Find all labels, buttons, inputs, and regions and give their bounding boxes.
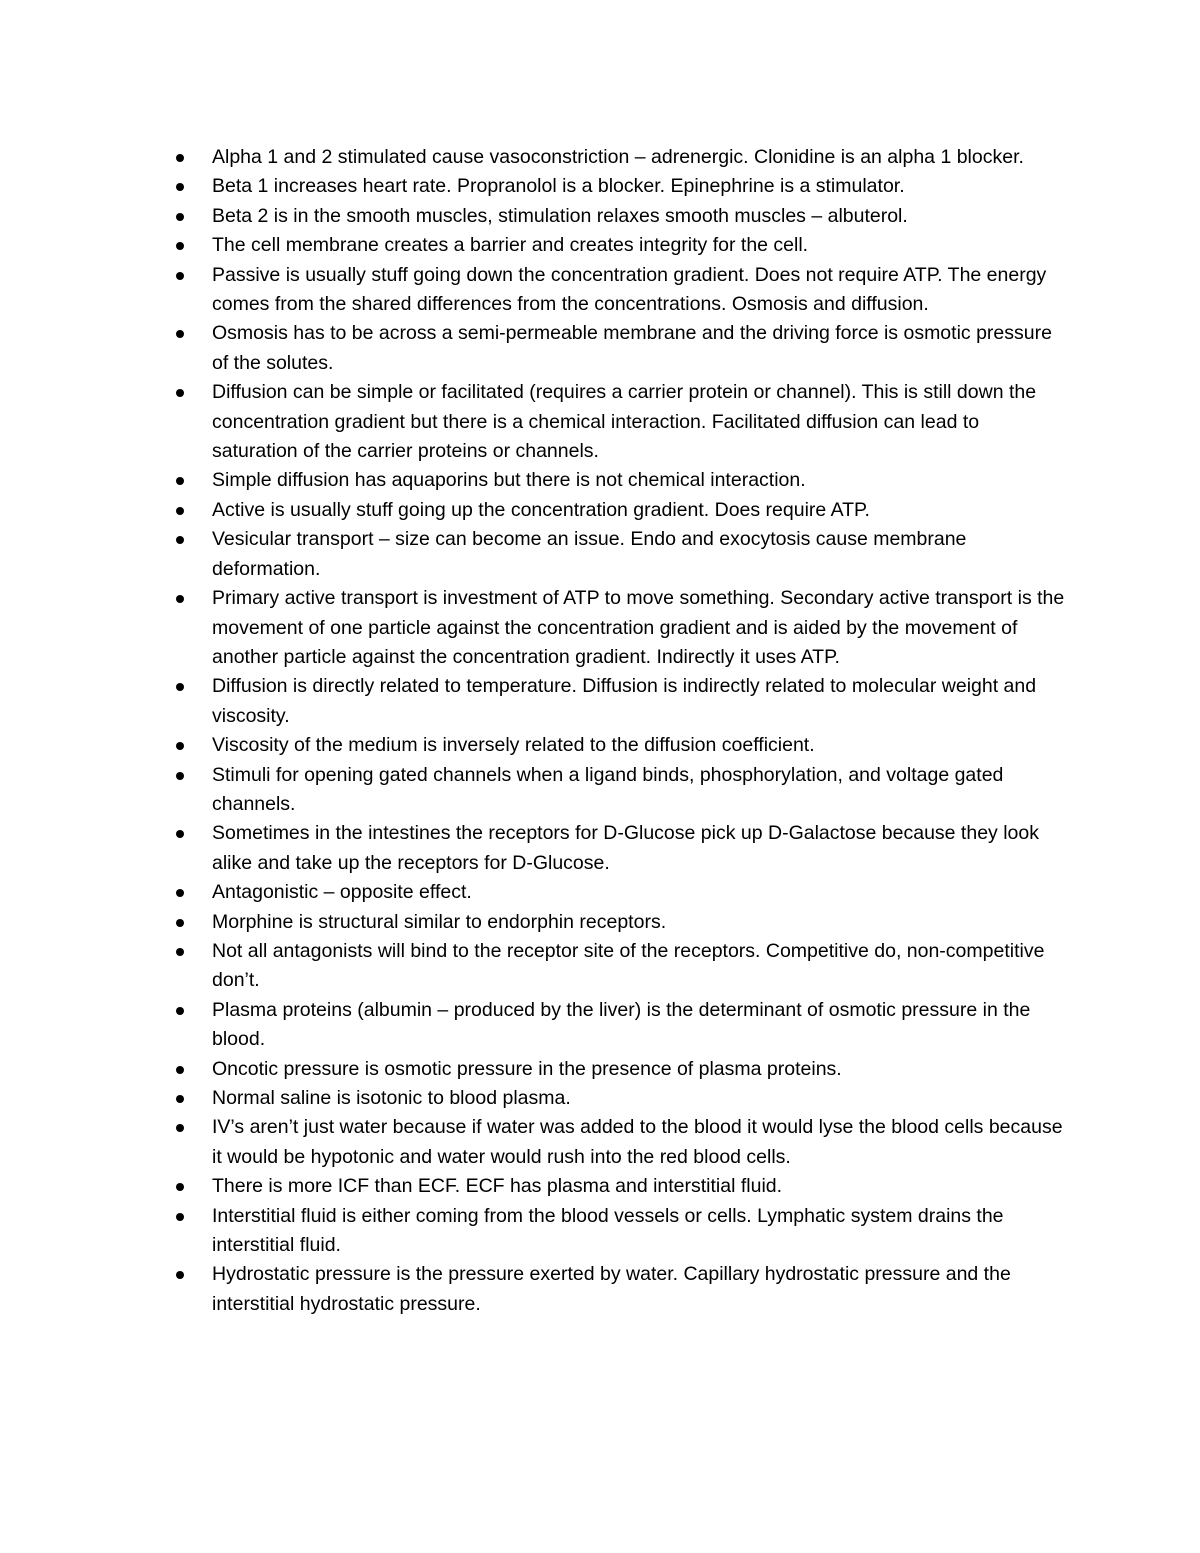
list-item <box>170 319 1065 378</box>
bullet-icon <box>176 389 184 397</box>
list-item <box>170 937 1065 996</box>
list-item <box>170 672 1065 731</box>
list-item-text: Diffusion can be simple or facilitated (requires a carrier protein or channel). This is still down the concentration gradient but there is a chemical interaction. Facilitated diffusion can lead to saturation of the carrier proteins or channels. <box>212 381 1037 463</box>
list-item <box>170 908 1065 937</box>
list-item-text: Viscosity of the medium is inversely related to the diffusion coefficient. <box>212 734 815 757</box>
bullet-icon <box>176 1124 184 1132</box>
list-item <box>170 1260 1065 1319</box>
list-item <box>170 819 1065 878</box>
list-item <box>170 878 1065 907</box>
list-item-text: Diffusion is directly related to temperature. Diffusion is indirectly related to molecular weight and viscosity. <box>212 675 1037 727</box>
list-item-text: Beta 1 increases heart rate. Propranolol is a blocker. Epinephrine is a stimulator. <box>212 175 905 198</box>
list-item <box>170 172 1065 201</box>
list-item <box>170 1172 1065 1201</box>
list-item-text: Antagonistic – opposite effect. <box>212 881 472 904</box>
bullet-icon <box>176 1271 184 1279</box>
bullet-icon <box>176 889 184 897</box>
list-item-text: IV’s aren’t just water because if water was added to the blood it would lyse the blood cells because it would be hypotonic and water would rush into the red blood cells. <box>212 1116 1063 1168</box>
bullet-icon <box>176 507 184 515</box>
list-item <box>170 996 1065 1055</box>
list-item-text: Osmosis has to be across a semi-permeable membrane and the driving force is osmotic pressure of the solutes. <box>212 322 1052 374</box>
list-item <box>170 761 1065 820</box>
list-item <box>170 525 1065 584</box>
list-item-text: Alpha 1 and 2 stimulated cause vasoconstriction – adrenergic. Clonidine is an alpha 1 blocker. <box>212 146 1024 168</box>
list-item-text: Oncotic pressure is osmotic pressure in the presence of plasma proteins. <box>212 1057 842 1080</box>
bullet-icon <box>176 154 184 162</box>
list-item-text: Vesicular transport – size can become an issue. Endo and exocytosis cause membrane deformation. <box>212 528 967 580</box>
list-item <box>170 1202 1065 1261</box>
list-item <box>170 466 1065 495</box>
list-item-text: There is more ICF than ECF. ECF has plasma and interstitial fluid. <box>212 1175 783 1198</box>
list-item-text: Sometimes in the intestines the receptors for D-Glucose pick up D-Galactose because they look alike and take up the receptors for D-Glucose. <box>212 822 1039 874</box>
list-item <box>170 261 1065 320</box>
list-item-text: Hydrostatic pressure is the pressure exerted by water. Capillary hydrostatic pressure and the interstitial hydrostatic pressure. <box>212 1263 1011 1315</box>
bullet-icon <box>176 477 184 485</box>
list-item <box>170 584 1065 672</box>
bullet-icon <box>176 242 184 250</box>
bullet-icon <box>176 183 184 191</box>
bullet-icon <box>176 536 184 544</box>
list-item-text: Not all antagonists will bind to the receptor site of the receptors. Competitive do, non-competitive don’t. <box>212 939 1045 992</box>
bullet-icon <box>176 1066 184 1074</box>
list-item-text: Beta 2 is in the smooth muscles, stimulation relaxes smooth muscles – albuterol. <box>212 204 908 227</box>
list-item <box>170 231 1065 260</box>
bullet-icon <box>176 1007 184 1015</box>
bullet-icon <box>176 948 184 956</box>
list-item-text: Primary active transport is investment of ATP to move something. Secondary active transport is the movement of one particle against the concentration gradient and is aided by the movement of another particle against the concentration gradient. Indirectly it uses ATP. <box>212 587 1065 668</box>
list-item <box>170 202 1065 231</box>
bullet-list <box>170 143 1065 1319</box>
bullet-icon <box>176 919 184 927</box>
bullet-icon <box>176 830 184 838</box>
bullet-icon <box>176 1213 184 1221</box>
list-item-text: The cell membrane creates a barrier and creates integrity for the cell. <box>212 234 809 257</box>
list-item <box>170 1055 1065 1084</box>
bullet-icon <box>176 1095 184 1103</box>
list-item-text: Stimuli for opening gated channels when a ligand binds, phosphorylation, and voltage gated channels. <box>212 763 1004 815</box>
bullet-icon <box>176 595 184 603</box>
list-item-text: Plasma proteins (albumin – produced by the liver) is the determinant of osmotic pressure in the blood. <box>212 998 1031 1051</box>
list-item <box>170 496 1065 525</box>
bullet-icon <box>176 1183 184 1191</box>
bullet-icon <box>176 772 184 780</box>
list-item <box>170 378 1065 466</box>
list-item <box>170 1113 1065 1172</box>
list-item-text: Morphine is structural similar to endorphin receptors. <box>212 910 667 933</box>
bullet-icon <box>176 330 184 338</box>
bullet-icon <box>176 742 184 750</box>
bullet-icon <box>176 683 184 691</box>
list-item <box>170 1084 1065 1113</box>
bullet-icon <box>176 272 184 280</box>
list-item-text: Passive is usually stuff going down the concentration gradient. Does not require ATP. The energy comes from the shared differences from the concentrations. Osmosis and diffusion. <box>212 263 1047 316</box>
bullet-icon <box>176 213 184 221</box>
list-item <box>170 731 1065 760</box>
list-item-text: Normal saline is isotonic to blood plasma. <box>212 1087 571 1109</box>
list-item-text: Interstitial fluid is either coming from the blood vessels or cells. Lymphatic system drains the interstitial fluid. <box>212 1204 1004 1257</box>
list-item-text: Active is usually stuff going up the concentration gradient. Does require ATP. <box>212 498 870 521</box>
list-item-text: Simple diffusion has aquaporins but there is not chemical interaction. <box>212 469 806 492</box>
list-item <box>170 143 1065 172</box>
